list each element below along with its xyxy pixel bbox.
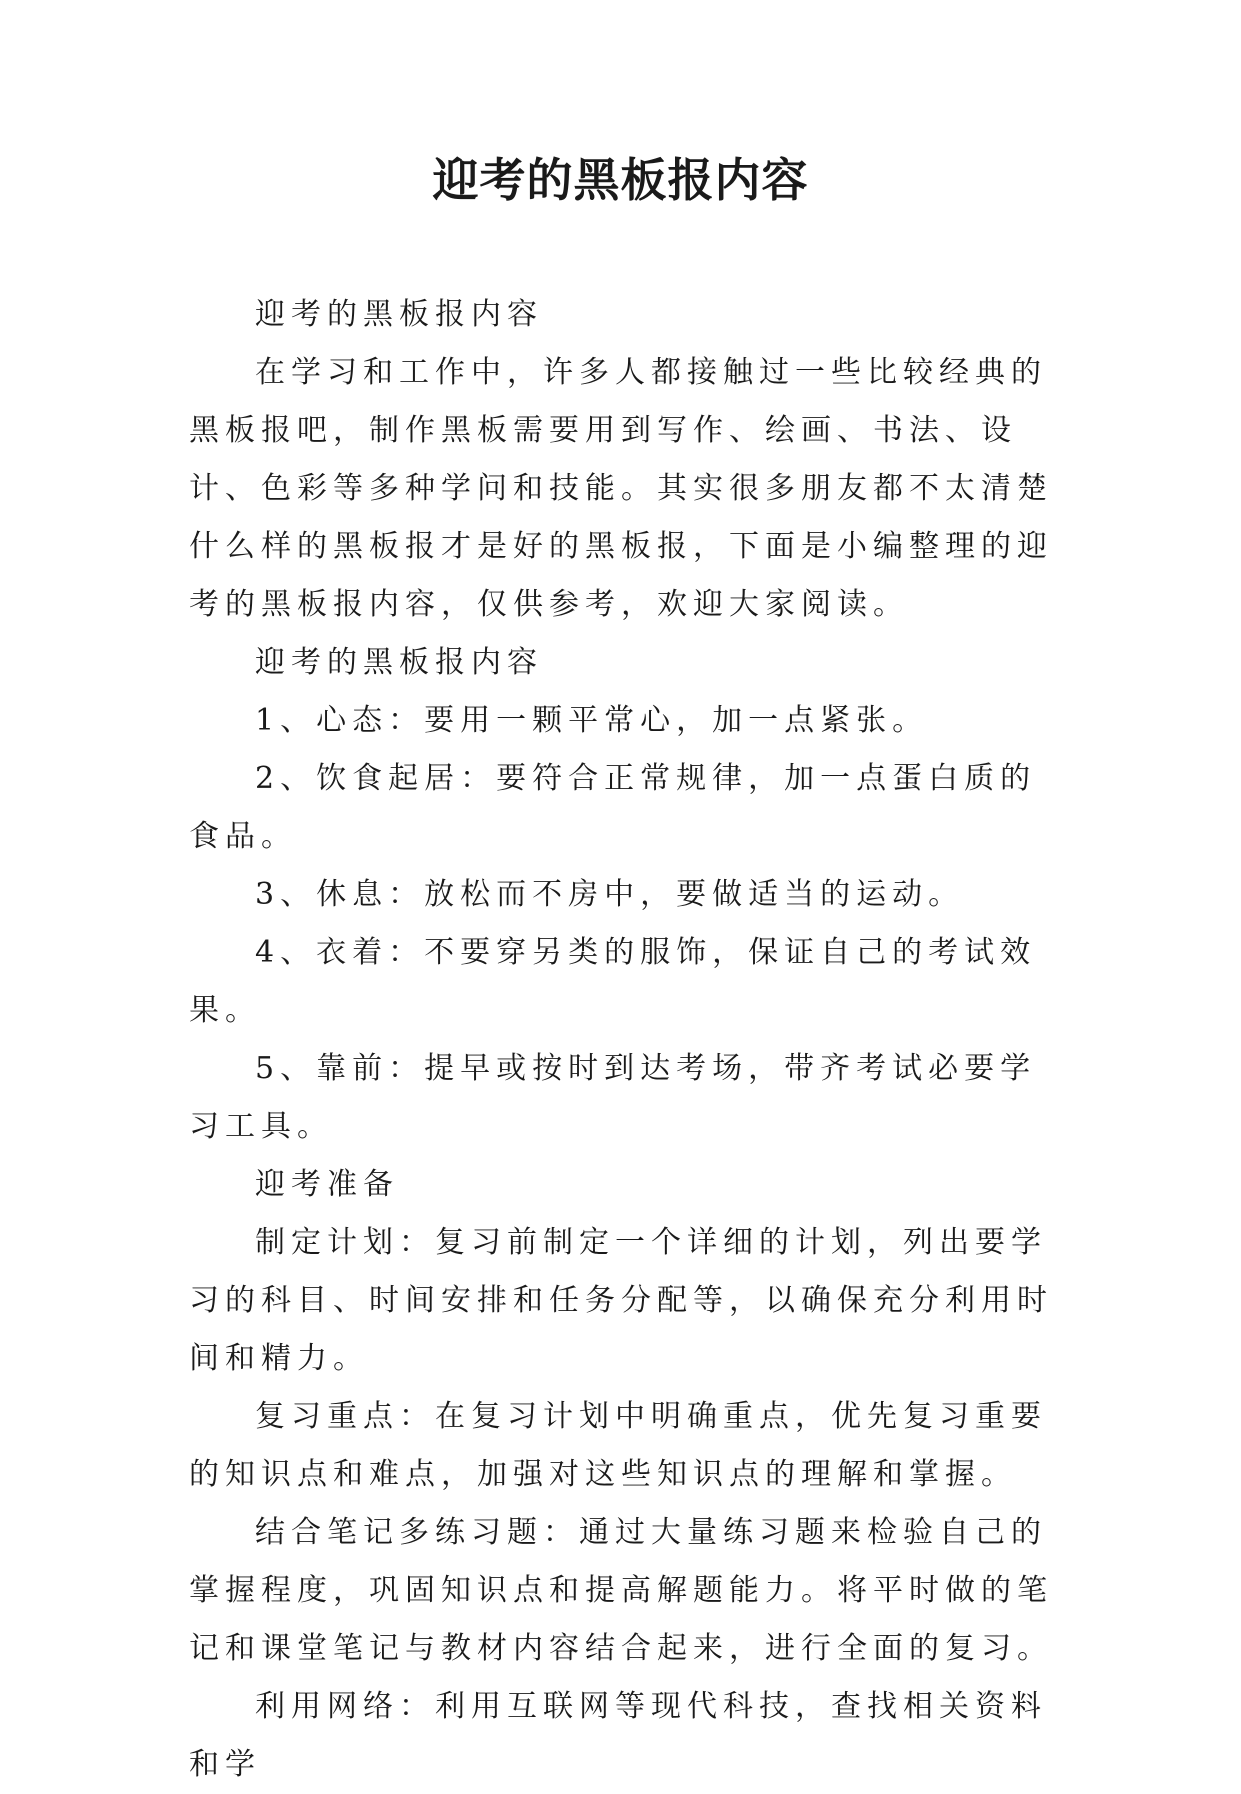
paragraph-plan: 制定计划：复习前制定一个详细的计划，列出要学习的科目、时间安排和任务分配等，以确保充分利用时间和精力。: [189, 1225, 1053, 1376]
paragraph-heading-2: 迎考的黑板报内容: [255, 645, 543, 680]
list-item-3: 3、休息：放松而不房中，要做适当的运动。: [255, 877, 965, 912]
list-item-1: 1、心态：要用一颗平常心，加一点紧张。: [255, 703, 929, 738]
document-body: [189, 286, 1055, 1794]
list-item-2: 2、饮食起居：要符合正常规律，加一点蛋白质的食品。: [189, 761, 1037, 854]
list-item-4: 4、衣着：不要穿另类的服饰，保证自己的考试效果。: [189, 935, 1037, 1028]
paragraph-focus: 复习重点：在复习计划中明确重点，优先复习重要的知识点和难点，加强对这些知识点的理解和掌握。: [189, 1399, 1047, 1492]
paragraph-network: 利用网络：利用互联网等现代科技，查找相关资料和学: [189, 1689, 1047, 1782]
paragraph-heading-3: 迎考准备: [255, 1167, 399, 1202]
document-title: 迎考的黑板报内容: [432, 153, 809, 207]
list-item-5: 5、靠前：提早或按时到达考场，带齐考试必要学习工具。: [189, 1051, 1037, 1144]
paragraph-intro: 在学习和工作中，许多人都接触过一些比较经典的黑板报吧，制作黑板需要用到写作、绘画、书法、设计、色彩等多种学问和技能。其实很多朋友都不太清楚什么样的黑板报才是好的黑板报，下面是小编整理的迎考的黑板报内容，仅供参考，欢迎大家阅读。: [189, 355, 1053, 622]
paragraph-practice: 结合笔记多练习题：通过大量练习题来检验自己的掌握程度，巩固知识点和提高解题能力。将平时做的笔记和课堂笔记与教材内容结合起来，进行全面的复习。: [189, 1515, 1053, 1666]
paragraph-heading-1: 迎考的黑板报内容: [255, 297, 543, 332]
